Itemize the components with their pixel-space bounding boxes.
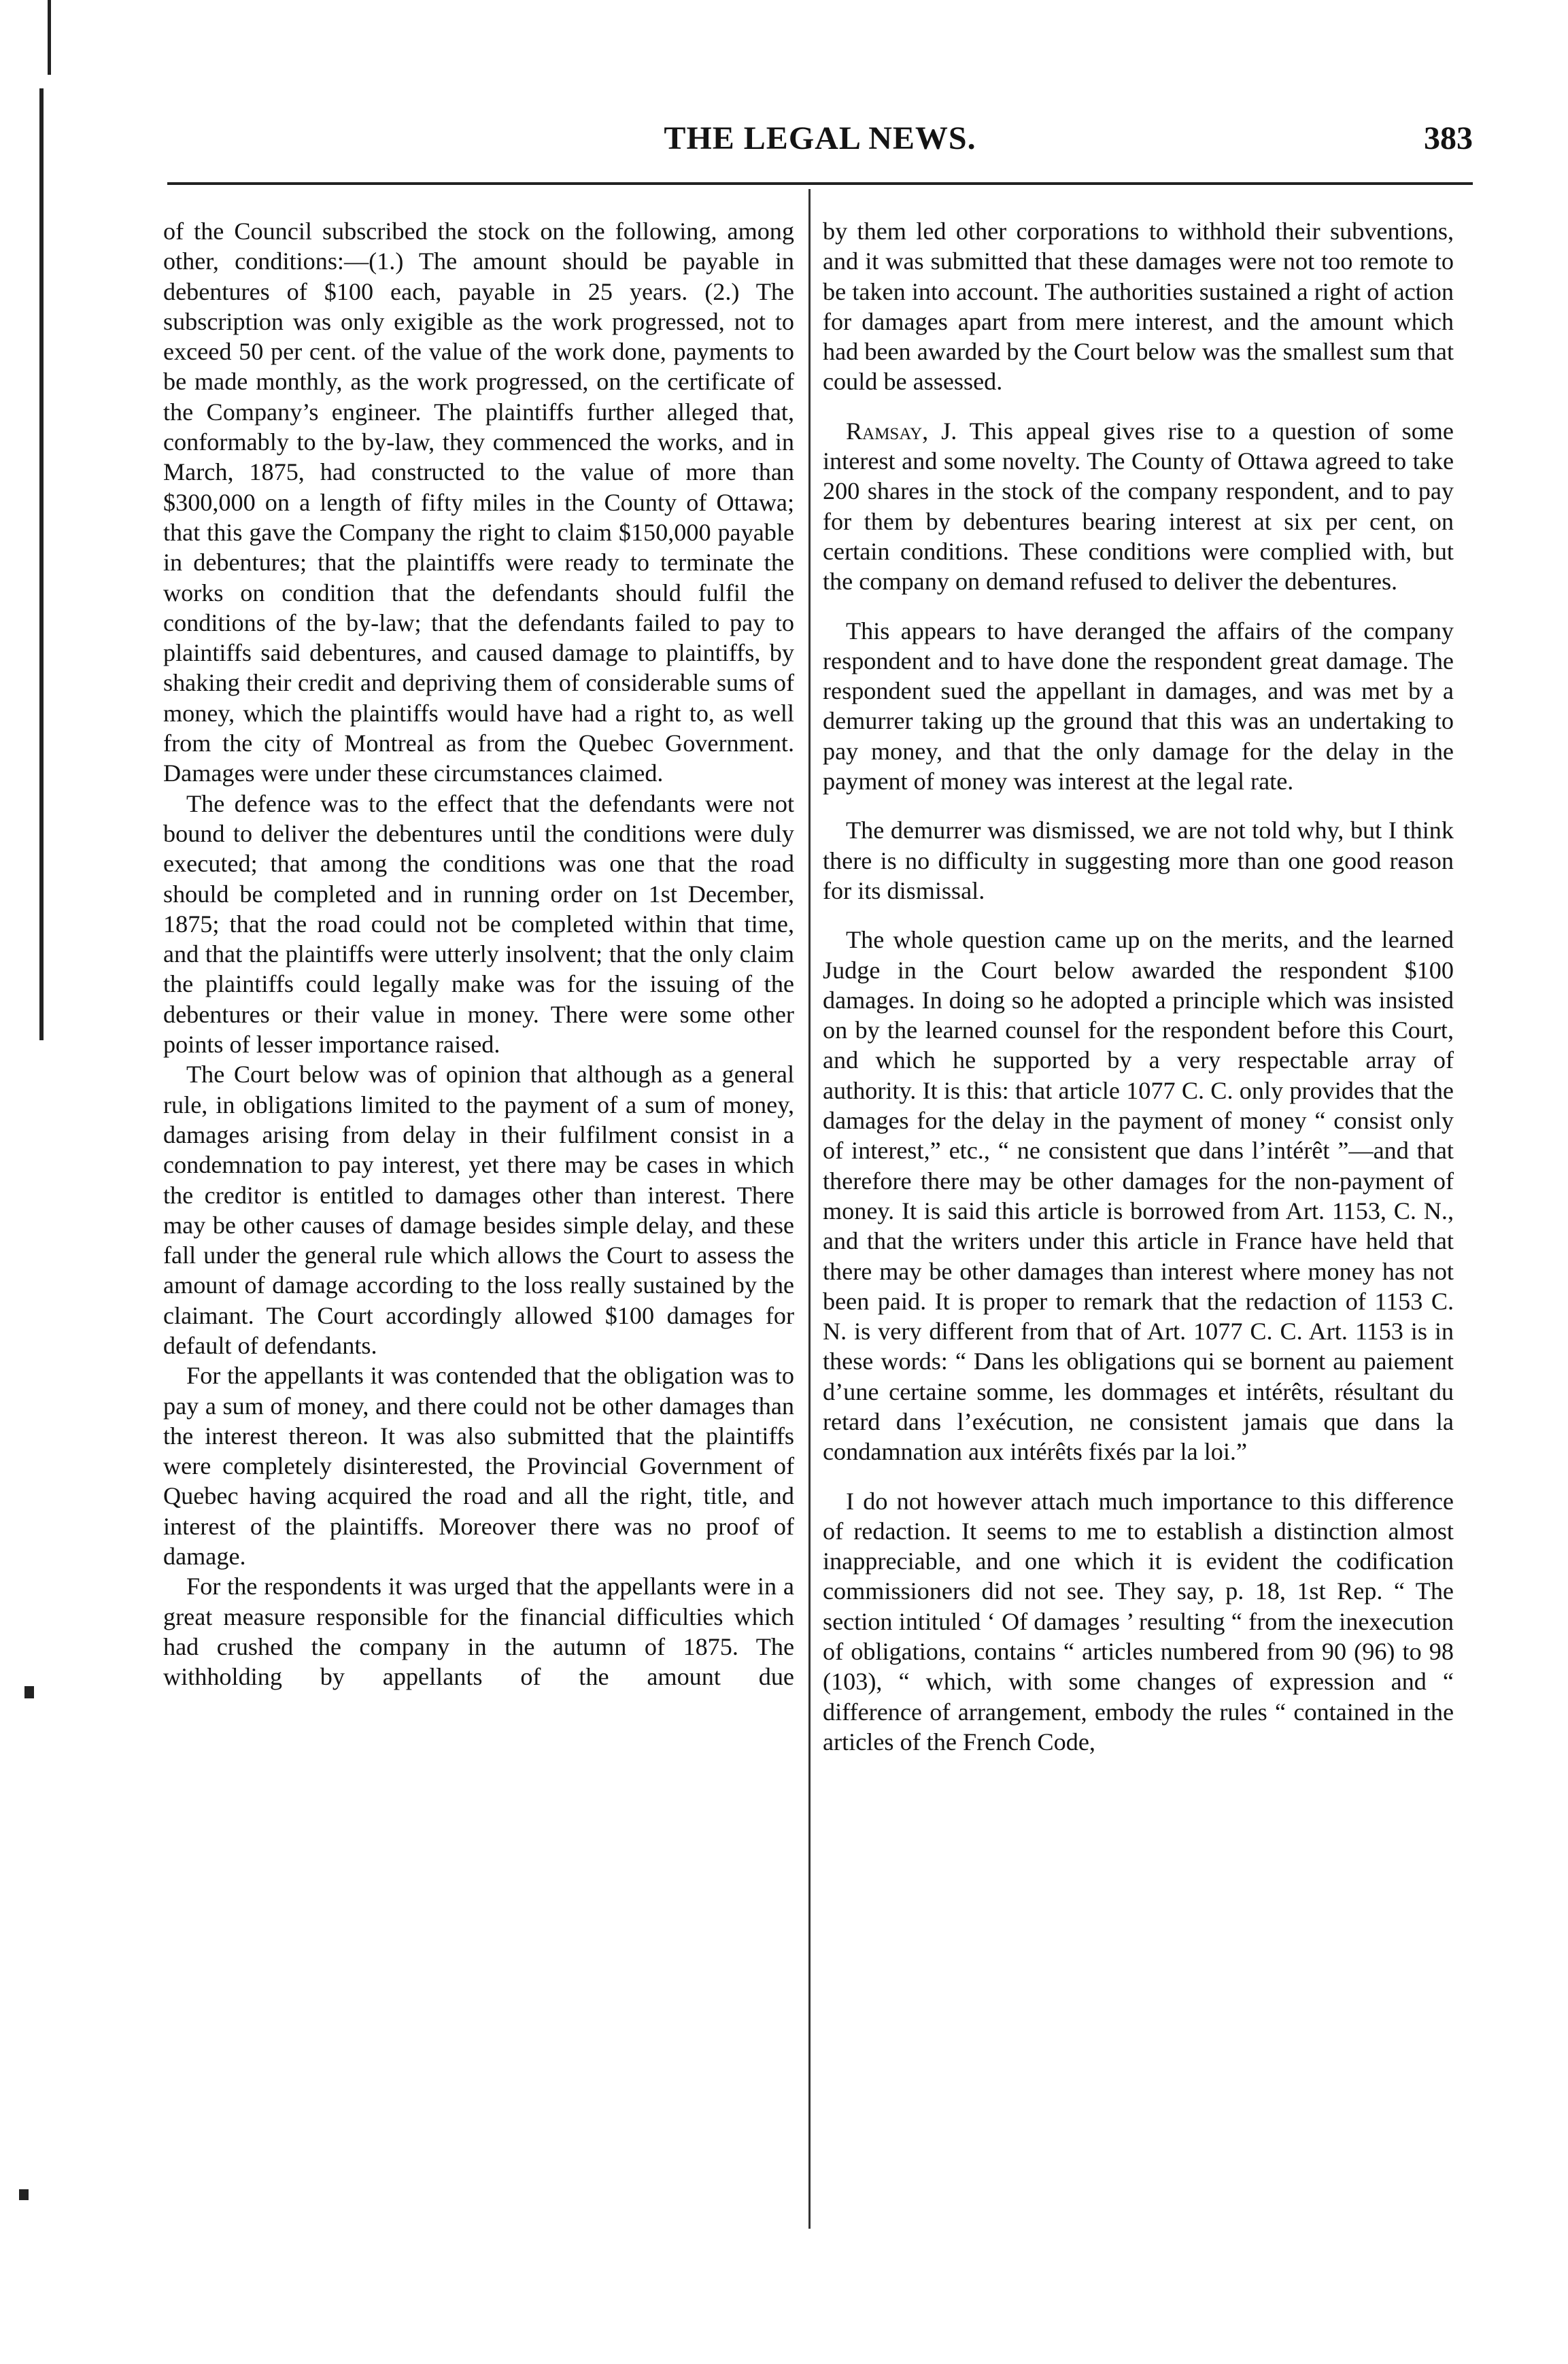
- right-paragraph-2-text: This appeal gives rise to a question of some interest and some novelty. The County of Ottawa agreed to take 200 shares in the stock of the company respondent, and to pay for them by debentures bearing interest at six per cent, on certain conditions. These conditions were complied with, but the company on demand refused to deliver the debentures.: [823, 417, 1454, 596]
- right-paragraph-1: by them led other corporations to withhold their subventions, and it was submitted that these damages were not too remote to be taken into account. The authorities sustained a right of action for damages apart from mere interest, and the amount which had been awarded by the Court below was the smallest sum that could be assessed.: [823, 218, 1454, 396]
- margin-mark: [48, 0, 51, 75]
- page-number: 383: [1424, 120, 1473, 156]
- right-paragraph-3: This appears to have deranged the affairs of the company respondent and to have done the respondent great damage. The respondent sued the appellant in damages, and was met by a demurrer taking up the ground that this was an undertaking to pay money, and that the only damage for the delay in the payment of money was interest at the legal rate.: [823, 617, 1454, 795]
- left-paragraph-3: The Court below was of opinion that although as a general rule, in obligations limited to the payment of a sum of money, damages arising from delay in their fulfilment consist in a condemnation to pay interest, yet there may be cases in which the creditor is entitled to damages other than interest. There may be other causes of damage besides simple delay, and these fall under the general rule which allows the Court to assess the amount of damage according to the loss really sustained by the claimant. The Court accordingly allowed $100 damages for default of defendants.: [163, 1061, 794, 1359]
- right-column: [823, 216, 1454, 1757]
- left-paragraph-2: The defence was to the effect that the defendants were not bound to deliver the debentures until the conditions were duly executed; that among the conditions was one that the road should be completed and in running order on 1st December, 1875; that the road could not be completed within that time, and that the plaintiffs were utterly insolvent; that the only claim the plaintiffs could legally make was for the issuing of the debentures or their value in money. There were some other points of lesser importance raised.: [163, 789, 794, 1059]
- left-paragraph-1: of the Council subscribed the stock on the following, among other, conditions:—(1.) The amount should be payable in debentures of $100 each, payable in 25 years. (2.) The subscription was only exigible as the work progressed, not to exceed 50 per cent. of the value of the work done, payments to be made monthly, as the work progressed, on the certificate of the Company’s engineer. The plaintiffs further alleged that, conformably to the by-law, they commenced the works, and in March, 1875, had constructed to the value of more than $300,000 on a length of fifty miles in the County of Ottawa; that this gave the Company the right to claim $150,000 payable in debentures; that the plaintiffs were ready to terminate the works on condition that the defendants should fulfil the conditions of the by-law; that the defendants failed to pay to plaintiffs said debentures, and caused damage to plaintiffs, by shaking their credit and depriving them of considerable sums of money, which the plaintiffs would have had a right to, as well from the city of Montreal as from the Quebec Government. Damages were under these circumstances claimed.: [163, 218, 794, 787]
- margin-mark: [39, 88, 44, 1040]
- margin-mark: [24, 1686, 34, 1698]
- right-paragraph-6: I do not however attach much importance to this difference of redaction. It seems to me to establish a distinction almost inappreciable, and one which it is evident the codification commissioners did not see. They say, p. 18, 1st Rep. “ The section intituled ‘ Of damages ’ resulting “ from the inexecution of obligations, contains “ articles numbered from 90 (96) to 98 (103), “ which, with some changes of expression and “ difference of arrangement, embody the rules “ contained in the articles of the French Code,: [823, 1487, 1454, 1755]
- left-paragraph-4: For the appellants it was contended that the obligation was to pay a sum of money, and there could not be other damages than the interest thereon. It was also submitted that the plaintiffs were completely disinterested, the Provincial Government of Quebec having acquired the road and all the right, title, and interest of the plaintiffs. Moreover there was no proof of damage.: [163, 1362, 794, 1571]
- column-divider: [808, 189, 811, 2229]
- judge-name: Ramsay, J.: [846, 417, 957, 445]
- left-column: [163, 216, 794, 1692]
- left-paragraph-5: For the respondents it was urged that the appellants were in a great measure responsible for the financial difficulties which had crushed the company in the autumn of 1875. The withholding by appellants of the amount due: [163, 1573, 794, 1691]
- page-header: [167, 120, 1473, 167]
- right-paragraph-4: The demurrer was dismissed, we are not told why, but I think there is no difficulty in suggesting more than one good reason for its dismissal.: [823, 817, 1454, 904]
- margin-mark: [19, 2189, 29, 2200]
- right-paragraph-5: The whole question came up on the merits, and the learned Judge in the Court below awarded the respondent $100 damages. In doing so he adopted a principle which was insisted on by the learned counsel for the respondent before this Court, and which he supported by a very respectable array of authority. It is this: that article 1077 C. C. only provides that the damages for the delay in the payment of money “ consist only of interest,” etc., “ ne consistent que dans l’intérêt ”—and that therefore there may be other damages for the non-payment of money. It is said this article is borrowed from Art. 1153, C. N., and that the writers under this article in France have held that there may be other damages than interest where money has not been paid. It is proper to remark that the redaction of 1153 C. N. is very different from that of Art. 1077 C. C. Art. 1153 is in these words: “ Dans les obligations qui se bornent au paiement d’une certaine somme, les dommages et intérêts, résultant du retard dans l’exécution, ne consistent jamais que dans la condamnation aux intérêts fixés par la loi.”: [823, 926, 1454, 1466]
- header-rule: [167, 182, 1473, 185]
- journal-title: THE LEGAL NEWS.: [664, 120, 976, 156]
- right-paragraph-2: [823, 416, 1454, 597]
